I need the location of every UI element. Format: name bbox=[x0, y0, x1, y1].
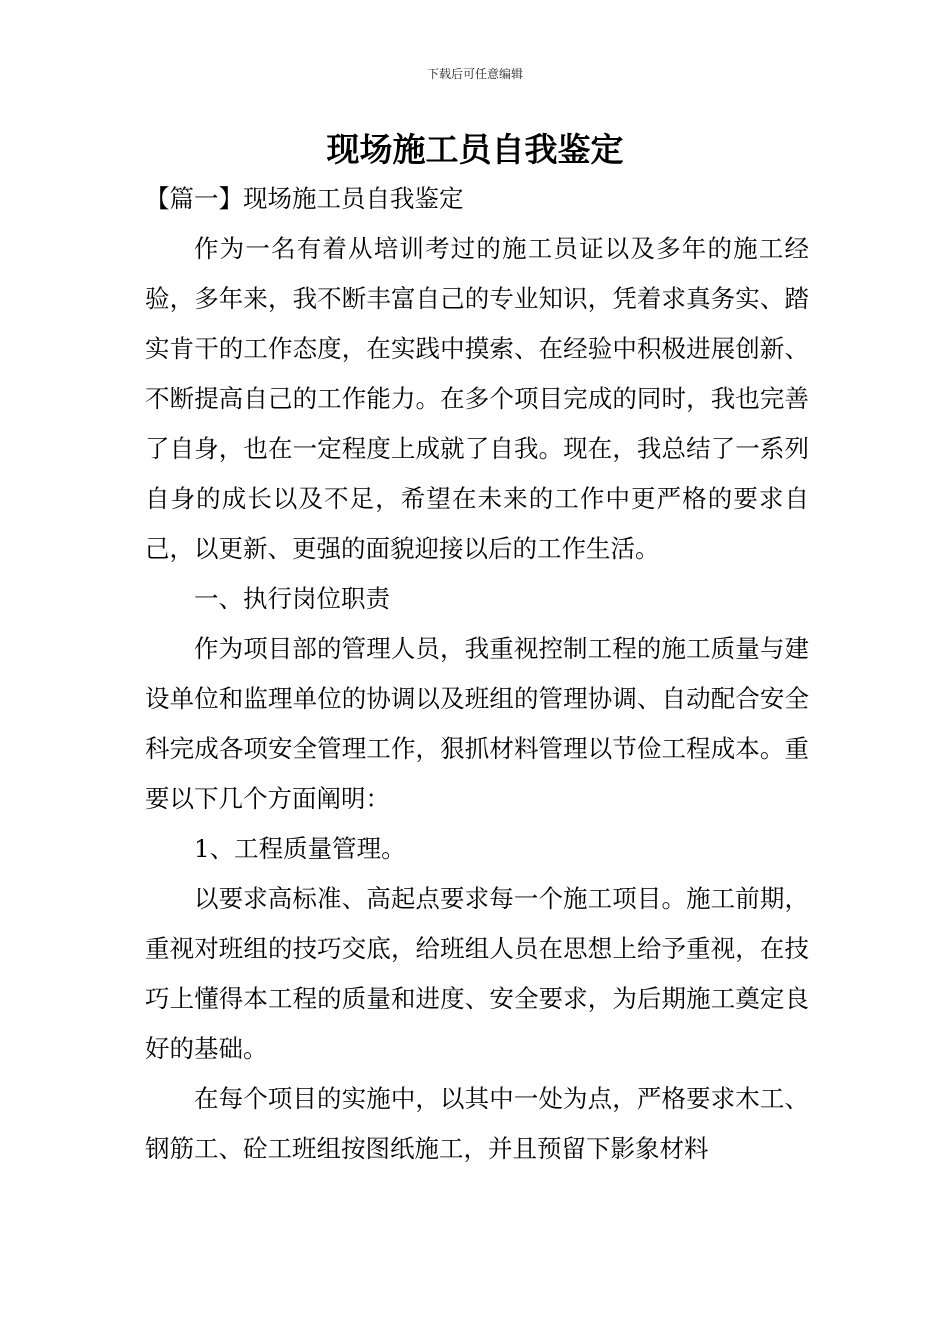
section-heading: 【篇一】现场施工员自我鉴定 bbox=[145, 184, 464, 213]
page-header-note: 下载后可任意编辑 bbox=[426, 67, 523, 81]
document-body bbox=[145, 174, 809, 1174]
paragraph: 以要求高标准、高起点要求每一个施工项目。施工前期，重视对班组的技巧交底，给班组人员在思想上给予重视，在技巧上懂得本工程的质量和进度、安全要求，为后期施工奠定良好的基础。 bbox=[145, 884, 809, 1063]
subsection-heading: 一、执行岗位职责 bbox=[194, 584, 390, 613]
paragraph: 在每个项目的实施中，以其中一处为点，严格要求木工、钢筋工、砼工班组按图纸施工，并且预留下影象材料 bbox=[145, 1084, 809, 1163]
paragraph: 作为项目部的管理人员，我重视控制工程的施工质量与建设单位和监理单位的协调以及班组的管理协调、自动配合安全科完成各项安全管理工作，狠抓材料管理以节俭工程成本。重要以下几个方面阐明： bbox=[145, 634, 809, 813]
item-heading: 1、工程质量管理。 bbox=[194, 834, 406, 863]
document-title: 现场施工员自我鉴定 bbox=[326, 130, 624, 169]
paragraph: 作为一名有着从培训考过的施工员证以及多年的施工经验，多年来，我不断丰富自己的专业知识，凭着求真务实、踏实肯干的工作态度，在实践中摸索、在经验中积极进展创新、不断提高自己的工作能力。在多个项目完成的同时，我也完善了自身，也在一定程度上成就了自我。现在，我总结了一系列自身的成长以及不足，希望在未来的工作中更严格的要求自己，以更新、更强的面貌迎接以后的工作生活。 bbox=[145, 234, 809, 563]
